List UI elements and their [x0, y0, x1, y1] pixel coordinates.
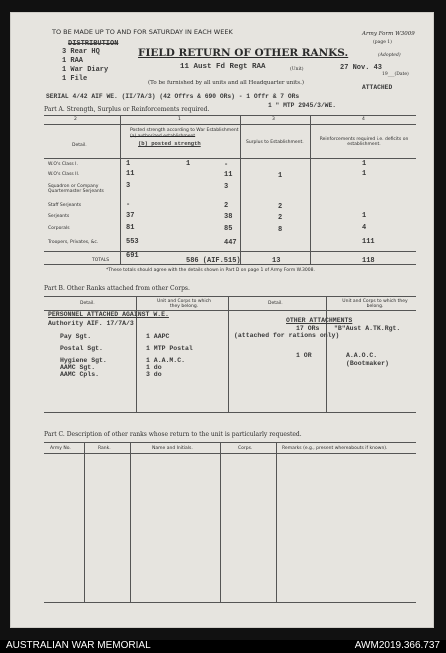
part-c-header: Remarks (e.g., present whereabouts if known).: [282, 446, 388, 451]
top-instruction: TO BE MADE UP TO AND FOR SATURDAY IN EACH WEEK: [52, 28, 233, 36]
posted-value: 1: [186, 160, 191, 168]
authority-line: Authority AIF. 17/7A/3: [48, 320, 134, 327]
col-num: 3: [272, 117, 275, 122]
attached-unit: 1 A.A.M.C.: [146, 357, 186, 364]
established-value: 553: [126, 238, 139, 246]
row-label: Serjeants: [48, 214, 70, 219]
col-detail: Detail.: [72, 143, 87, 148]
furnish-note: (To be furnished by all units and all Headquarter units.): [148, 80, 304, 86]
surplus-value: 1: [278, 172, 283, 180]
col-establishment: Posted strength according to War Establishment: [130, 128, 239, 133]
distribution-item: 1 War Diary: [62, 66, 109, 74]
reinforcements-value: 4: [362, 224, 367, 232]
other-attachment-detail: (attached for rations only): [234, 332, 340, 339]
posted-strength-value: 447: [224, 239, 237, 247]
adopted-label: (Adopted): [378, 53, 401, 58]
row-label: Staff Serjeants: [48, 203, 82, 208]
reinforcements-value: 1: [362, 212, 367, 220]
row-label: Troopers, Privates, &c.: [48, 240, 99, 245]
surplus-value: 2: [278, 214, 283, 222]
other-attachment-unit: (Bootmaker): [346, 360, 389, 367]
form-page: [10, 12, 434, 628]
attached-unit: 1 AAPC: [146, 333, 170, 340]
total-surplus: 13: [272, 257, 281, 265]
form-number: Army Form W3009: [362, 31, 415, 37]
attached-unit: 1 MTP Postal: [146, 345, 193, 352]
other-attachments-heading: OTHER ATTACHMENTS: [286, 317, 353, 324]
row-label: Squadron or Company Quartermaster Serjeants: [48, 184, 104, 194]
attached-detail: AAMC Cpls.: [60, 371, 100, 378]
reinforcements-value: 1: [362, 160, 367, 168]
part-c-header: Corps.: [238, 446, 253, 451]
attached-detail: AAMC Sgt.: [60, 364, 96, 371]
distribution-label: DISTRIBUTION: [68, 40, 119, 48]
other-attachment-detail: 17 ORs: [296, 325, 320, 332]
established-value: -: [126, 201, 131, 209]
part-a-title: Part A. Strength, Surplus or Reinforcements required.: [44, 106, 210, 113]
row-label: W.O's Class I.: [48, 162, 78, 167]
mtp-line: 1 " MTP 2945/3/WE.: [268, 102, 337, 109]
row-label: W.O's Class II.: [48, 172, 80, 177]
other-attachment-detail: 1 OR: [296, 352, 312, 359]
part-b-header: Detail.: [268, 301, 283, 306]
col-reinforcements: Reinforcements required i.e. deficits on establishment.: [319, 137, 409, 147]
part-c-header: Name and Initials.: [152, 446, 193, 451]
attached-unit: 1 do: [146, 364, 162, 371]
part-c-header: Rank.: [98, 446, 111, 451]
part-a-footnote: *These totals should agree with the details shown in Part D on page 1 of Army Form W.3008.: [106, 268, 315, 273]
posted-strength-value: 11: [224, 171, 233, 179]
total-established: 691: [126, 252, 139, 260]
attached-label: ATTACHED: [362, 84, 393, 91]
part-b-title: Part B. Other Ranks attached from other Corps.: [44, 285, 190, 292]
personnel-attached-heading: PERSONNEL ATTACHED AGAINST W.E.: [48, 311, 169, 318]
form-page-label: (page 1): [373, 40, 392, 45]
posted-strength-value: 2: [224, 202, 229, 210]
other-attachment-unit: A.A.O.C.: [346, 352, 378, 359]
col-surplus: Surplus to Establishment.: [246, 140, 304, 145]
established-value: 1: [126, 160, 131, 168]
footer-source: AUSTRALIAN WAR MEMORIAL: [6, 640, 151, 651]
established-value: 11: [126, 170, 135, 178]
totals-label: TOTALS: [92, 258, 110, 263]
archive-footer: [0, 640, 446, 653]
row-label: Corporals: [48, 226, 70, 231]
date-label: 19___(Date): [382, 72, 409, 77]
posted-strength-value: 85: [224, 225, 233, 233]
col-num: 4: [362, 117, 365, 122]
unit-label: (Unit): [290, 67, 304, 72]
distribution-item: 1 RAA: [62, 57, 84, 65]
part-b-header: Unit and Corps to which they belong.: [342, 299, 408, 309]
attached-detail: Pay Sgt.: [60, 333, 92, 340]
posted-strength-value: 3: [224, 183, 229, 191]
part-c-title: Part C. Description of other ranks whose return to the unit is particularly requested.: [44, 431, 302, 438]
part-b-header: Unit and Corps to which they belong.: [157, 299, 211, 309]
surplus-value: 8: [278, 226, 283, 234]
col-num: 2: [74, 117, 77, 122]
col-establishment-typed: (b) posted strength: [138, 140, 201, 147]
footer-id: AWM2019.366.737: [354, 640, 440, 651]
form-title: FIELD RETURN OF OTHER RANKS.: [138, 47, 349, 59]
serial-line: SERIAL 4/42 AIF WE. (II/7A/3) (42 Offrs & 690 ORs) - 1 Offr & 7 ORs: [46, 93, 300, 100]
attached-unit: 3 do: [146, 371, 162, 378]
part-b-header: Detail.: [80, 301, 95, 306]
established-value: 3: [126, 182, 131, 190]
unit-name: 11 Aust Fd Regt RAA: [180, 63, 266, 71]
attached-detail: Hygiene Sgt.: [60, 357, 107, 364]
other-attachment-unit: "B"Aust A.TK.Rgt.: [334, 325, 401, 332]
part-c-header: Army No.: [50, 446, 71, 451]
distribution-item: 3 Rear HQ: [62, 48, 100, 56]
surplus-value: 2: [278, 203, 283, 211]
return-date: 27 Nov. 43: [340, 64, 383, 72]
posted-strength-value: 38: [224, 213, 233, 221]
reinforcements-value: 111: [362, 238, 375, 246]
established-value: 37: [126, 212, 135, 220]
reinforcements-value: 1: [362, 170, 367, 178]
posted-strength-value: -: [224, 161, 229, 169]
total-reinforcements: 118: [362, 257, 375, 265]
total-posted: 586 (AIF.515): [186, 257, 241, 265]
established-value: 81: [126, 224, 135, 232]
col-num: 1: [178, 117, 181, 122]
col-establishment-struck: (a) authorized establishment: [130, 134, 196, 139]
attached-detail: Postal Sgt.: [60, 345, 103, 352]
distribution-item: 1 File: [62, 75, 88, 83]
